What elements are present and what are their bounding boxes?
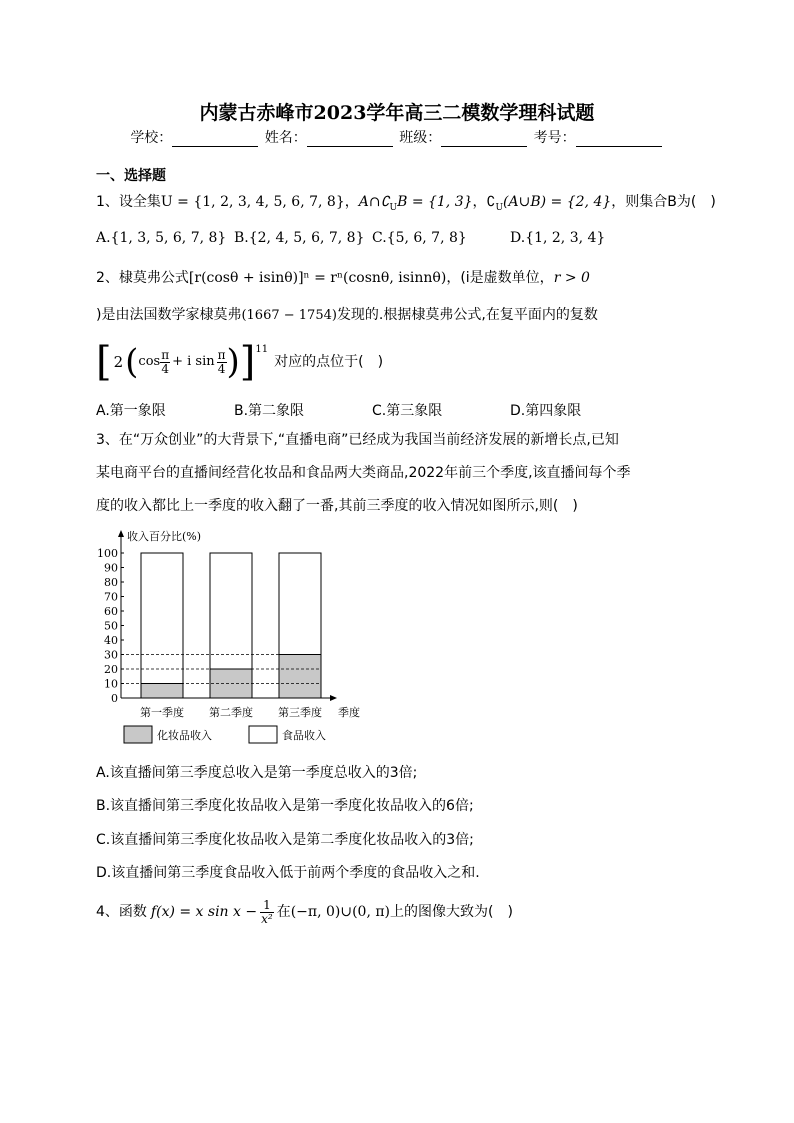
q3-option-c[interactable]: C.该直播间第三季度化妆品收入是第二季度化妆品收入的3倍; [96,832,474,848]
q4-function: f(x) = x sin x − [150,904,258,920]
q2-years: (1667 − 1754) [241,308,337,323]
q3-line-1: 3、在“万众创业”的大背景下,“直播电商”已经成为我国当前经济发展的新增长点,已知 [96,432,619,448]
income-chart [96,526,386,756]
q1-universal-set: U = {1, 2, 3, 4, 5, 6, 7, 8} [160,194,345,210]
q2-option-b[interactable]: B.第二象限 [234,403,305,419]
y-tick-label: 100 [97,547,118,560]
x-category-label: 第一季度 [140,706,184,719]
q1-cond1-sub: U [389,202,398,213]
legend-swatch-cosmetics [124,726,152,743]
legend-label-cosmetics: 化妆品收入 [157,729,212,742]
q2-prefix: 2、棣莫弗公式 [96,270,189,286]
q2-expr-two: 2 [113,353,124,371]
y-tick-label: 30 [104,648,118,662]
y-tick-label: 40 [104,634,118,647]
q2-line2-a: )是由法国数学家棣莫弗 [96,307,242,323]
q2-frac-2: $\frac{\pi}{4}$ [217,347,226,376]
class-blank[interactable] [441,132,527,147]
student-info-line [0,127,794,147]
q2-line2-b: 发现的.根据棣莫弗公式,在复平面内的复数 [336,307,598,323]
q3-option-a[interactable]: A.该直播间第三季度总收入是第一季度总收入的3倍; [96,765,418,781]
q4-domain: (−π, 0)∪(0, π) [290,904,391,920]
q4-fraction: $\frac{1}{\text{x²}}$ [261,897,273,926]
x-axis-label: 季度 [338,706,360,719]
q2-option-c[interactable]: C.第三象限 [372,403,443,419]
name-label: 姓名： [264,130,307,146]
question-4 [96,894,513,930]
x-category-label: 第二季度 [209,706,253,719]
question-2-line-2 [96,305,598,326]
q1-option-d[interactable]: D.{1, 2, 3, 4} [510,230,606,246]
name-blank[interactable] [307,132,393,147]
q1-sep2: ， [472,194,487,210]
y-tick-label: 80 [104,576,118,589]
bar-food [210,553,252,669]
q4-suffix: 上的图像大致为( ) [390,904,513,920]
q2-option-d[interactable]: D.第四象限 [510,403,582,419]
question-2-line-3: [ 2 ( cos $\frac{\pi}{4}$ + i sin $\frac{\pi}{4}$ ) ] 11 对应的点位于( ) [96,339,384,385]
q3-line-2: 某电商平台的直播间经营化妆品和食品两大类商品,2022年前三个季度,该直播间每个季 [96,465,631,481]
y-tick-label: 0 [111,692,118,705]
q3-option-d[interactable]: D.该直播间第三季度食品收入低于前两个季度的食品收入之和. [96,865,480,881]
y-axis-label: 收入百分比(%) [127,530,202,543]
q1-sep1: ， [344,194,359,210]
x-category-label: 第三季度 [278,706,322,719]
q2-expr-exponent: 11 [255,344,269,355]
q1-cond2-rest: (A∪B) = {2, 4} [503,194,612,210]
y-axis-arrow [118,530,124,537]
bar-food [279,553,321,655]
bar-food [141,553,183,684]
q1-cond2-sub: U [495,202,504,213]
y-tick-label: 20 [104,663,118,676]
q1-option-b[interactable]: B.{2, 4, 5, 6, 7, 8} [234,230,365,246]
bar-cosmetics [279,655,321,699]
y-tick-label: 60 [104,605,118,618]
q2-line3-suffix: 对应的点位于( ) [274,354,384,370]
q2-expr-plus: + i sin [172,354,215,369]
legend-swatch-food [249,726,277,743]
q2-condition: r > 0 [553,270,590,286]
y-tick-label: 50 [104,619,118,633]
legend-label-food: 食品收入 [282,729,326,742]
question-1 [96,192,716,218]
question-2-line-1 [96,268,590,288]
q3-option-b[interactable]: B.该直播间第三季度化妆品收入是第一季度化妆品收入的6倍; [96,798,474,814]
school-blank[interactable] [172,132,258,147]
y-tick-label: 70 [104,590,118,604]
q2-option-a[interactable]: A.第一象限 [96,403,166,419]
class-label: 班级： [399,130,442,146]
q2-expr-cos: cos [138,354,161,369]
page-title: 内蒙古赤峰市2023学年高三二模数学理科试题 [199,102,595,124]
x-axis-arrow [330,695,337,701]
school-label: 学校： [130,130,173,146]
bar-cosmetics [141,684,183,699]
q2-frac-1: $\frac{\pi}{4}$ [161,347,170,376]
q4-prefix: 4、函数 [96,904,147,920]
q1-cond1-rest: B = {1, 3} [397,194,473,210]
q1-cond2: ∁ [486,194,496,210]
exam-no-label: 考号： [533,130,576,146]
q3-line-3: 度的收入都比上一季度的收入翻了一番,其前三季度的收入情况如图所示,则( ) [96,498,578,514]
q2-formula: [r(cosθ + isinθ)]ⁿ = rⁿ(cosnθ, isinnθ) [188,270,447,286]
section-heading: 一、选择题 [96,168,166,184]
q1-cond1: A∩∁ [358,194,390,210]
y-tick-label: 90 [104,561,118,575]
q1-suffix: ，则集合B为( ) [611,194,716,210]
exam-no-blank[interactable] [576,132,662,147]
q1-option-c[interactable]: C.{5, 6, 7, 8} [372,230,467,246]
q4-mid: 在 [276,904,291,920]
q2-suffix1: ，(i是虚数单位， [446,270,554,286]
q1-prefix: 1、设全集 [96,194,161,210]
y-tick-label: 10 [104,677,118,691]
q1-option-a[interactable]: A.{1, 3, 5, 6, 7, 8} [96,230,227,246]
